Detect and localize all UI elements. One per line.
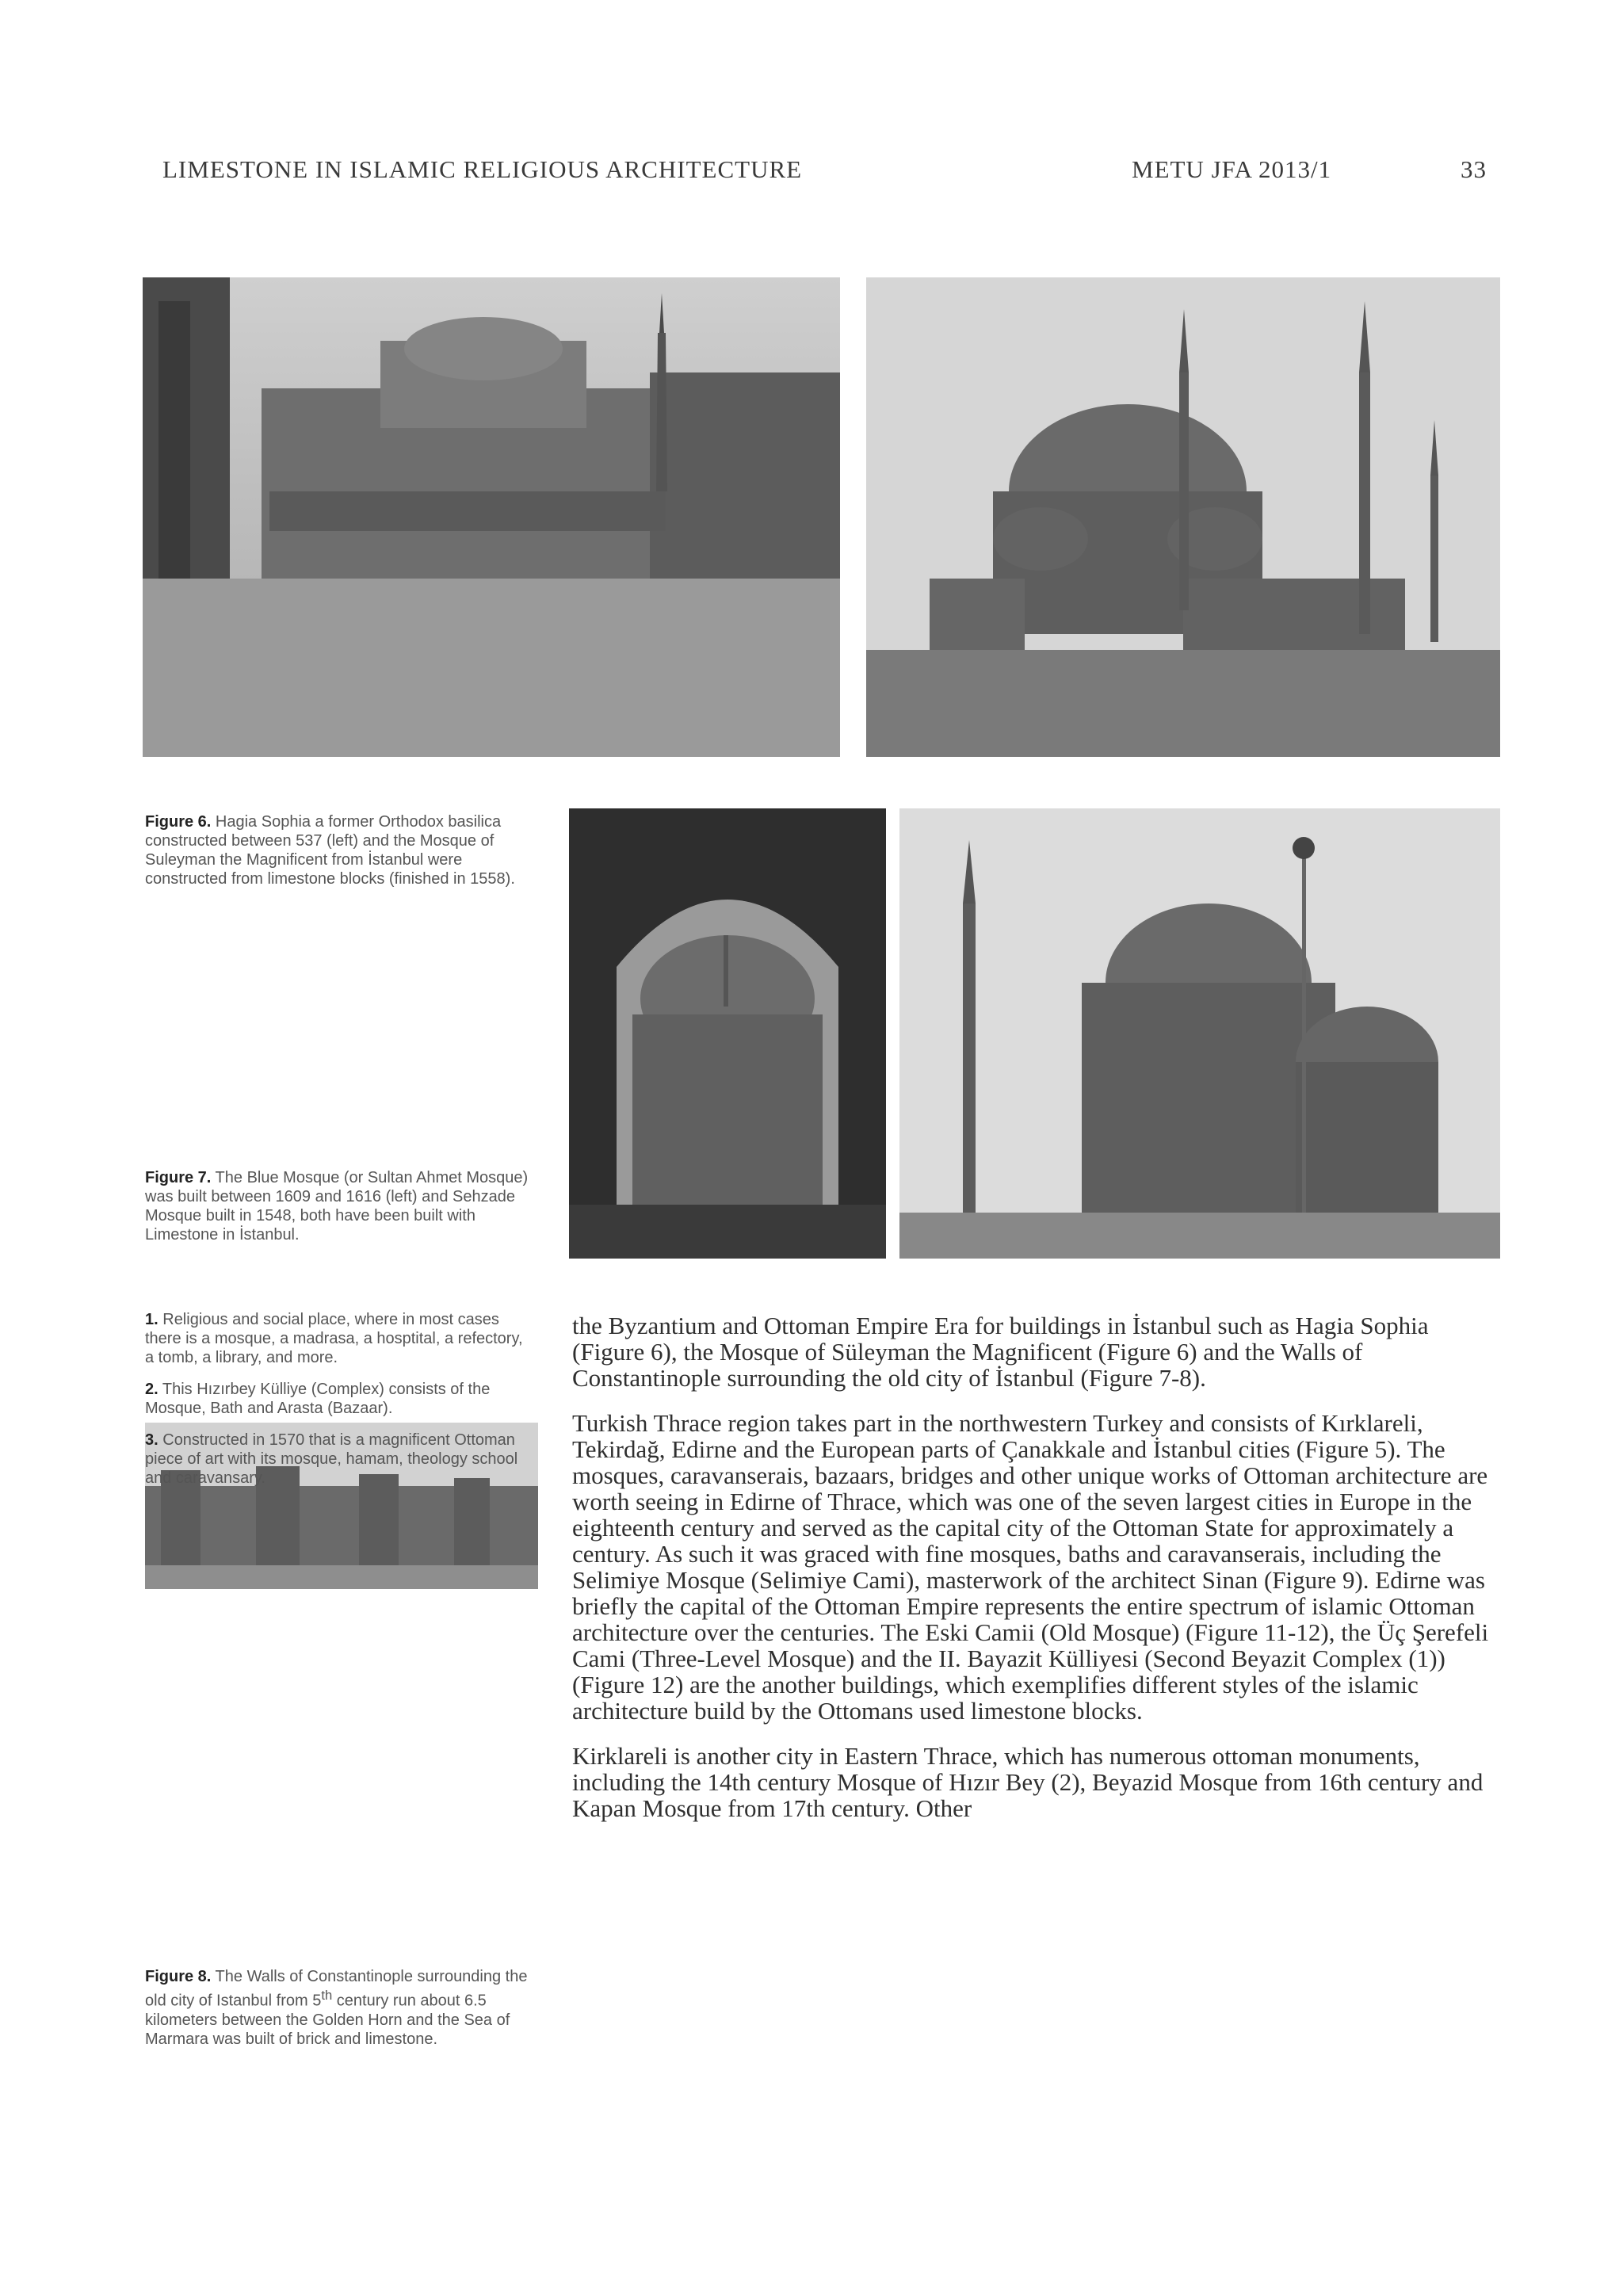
figure-8-caption	[145, 1967, 541, 2049]
figure-6-caption	[145, 812, 541, 888]
journal-issue: METU JFA 2013/1	[1132, 155, 1332, 183]
footnote-1	[145, 1310, 525, 1367]
body-paragraph-1: the Byzantium and Ottoman Empire Era for buildings in İstanbul such as Hagia Sophia (Figure 6), the Mosque of Süleyman the Magnificent (Figure 6) and the Walls of Constantinople surrounding the old city of İstanbul (Figure 7-8).	[572, 1312, 1429, 1392]
figure-7-sehzade-mosque-photo	[899, 808, 1500, 1259]
figure-8-caption-text: The Walls of Constantinople surrounding the old city of Istanbul from 5	[145, 1968, 528, 2010]
body-paragraph-3: Kirklareli is another city in Eastern Thrace, which has numerous ottoman monuments, including the 14th century Mosque of Hızır Bey (2), Beyazid Mosque from 16th century and Kapan Mosque from 17th century. Other	[572, 1742, 1484, 1822]
footnote-number: 2.	[145, 1381, 158, 1398]
body-paragraph-2: Turkish Thrace region takes part in the northwestern Turkey and consists of Kırklareli, Tekirdağ, Edirne and the European parts of Çanakkale and İstanbul cities (Figure 5). The mosques, caravanserais, bazaars, bridges and other unique works of Ottoman architecture are worth seeing in Edirne of Thrace, which was one of the seven largest cities in Europe in the eighteenth century and served as the capital city of the Ottoman State for approximately a century. As such it was graced with fine mosques, baths and caravanserais, including the Selimiye Mosque (Selimiye Cami), masterwork of the architect Sinan (Figure 9). Edirne was briefly the capital of the Ottoman Empire represents the entire spectrum of islamic Ottoman architecture over the centuries. The Eski Camii (Old Mosque) (Figure 11-12), the Üç Şerefeli Cami (Three-Level Mosque) and the II. Bayazit Külliyesi (Second Beyazit Complex (1)) (Figure 12) are the another buildings, which exemplifies different styles of the islamic architecture build by the Ottomans used limestone blocks.	[572, 1409, 1489, 1725]
footnotes	[145, 1310, 525, 1500]
figure-6-label: Figure 6.	[145, 813, 212, 831]
figure-7-caption-text: The Blue Mosque (or Sultan Ahmet Mosque) was built between 1609 and 1616 (left) and Sehzade Mosque built in 1548, both have been built with Limestone in İstanbul.	[145, 1169, 529, 1244]
page-number: 33	[1461, 155, 1487, 183]
footnote-text: Constructed in 1570 that is a magnificent Ottoman piece of art with its mosque, hamam, theology school and caravansary.	[145, 1431, 518, 1487]
figure-7-caption	[145, 1168, 541, 1244]
footnote-3	[145, 1431, 525, 1488]
main-body-text	[572, 1312, 1499, 1840]
figure-6-suleymaniye-mosque-photo	[866, 277, 1500, 757]
footnote-text: Religious and social place, where in most cases there is a mosque, a madrasa, a hosptital, a refectory, a tomb, a library, and more.	[145, 1311, 523, 1366]
running-title: LIMESTONE IN ISLAMIC RELIGIOUS ARCHITECTURE	[162, 155, 803, 183]
figure-8-caption-text-end: century run about 6.5 kilometers between the Golden Horn and the Sea of Marmara was built of brick and limestone.	[145, 1992, 510, 2048]
figure-6-caption-text: Hagia Sophia a former Orthodox basilica constructed between 537 (left) and the Mosque of Suleyman the Magnificent from İstanbul were constructed from limestone blocks (finished in 1558).	[145, 813, 515, 888]
figure-8-label: Figure 8.	[145, 1968, 212, 1985]
figure-7-label: Figure 7.	[145, 1169, 212, 1186]
footnote-text: This Hızırbey Külliye (Complex) consists of the Mosque, Bath and Arasta (Bazaar).	[145, 1381, 491, 1417]
footnote-number: 1.	[145, 1311, 158, 1328]
figure-7-blue-mosque-photo	[569, 808, 886, 1259]
footnote-2	[145, 1380, 525, 1418]
footnote-number: 3.	[145, 1431, 158, 1449]
figure-8-caption-superscript: th	[321, 1988, 333, 2003]
figure-6-hagia-sophia-photo	[143, 277, 840, 757]
